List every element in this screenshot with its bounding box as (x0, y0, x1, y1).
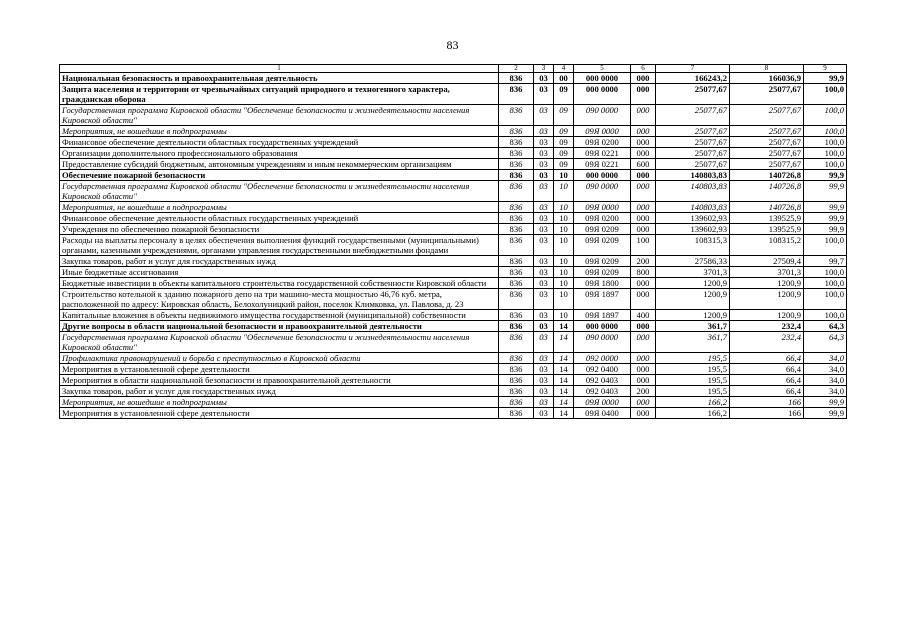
planned-amount-cell: 195,5 (656, 364, 730, 375)
planned-amount-cell: 1200,9 (656, 278, 730, 289)
column-number: 4 (554, 65, 574, 73)
expense-type-cell: 200 (631, 256, 656, 267)
row-name-cell: Организации дополнительного профессионального образования (60, 148, 499, 159)
executed-amount-cell: 27509,4 (730, 256, 804, 267)
ministry-code-cell: 836 (499, 84, 534, 105)
table-row (60, 364, 847, 375)
executed-amount-cell: 232,4 (730, 321, 804, 332)
ministry-code-cell: 836 (499, 213, 534, 224)
row-name-cell: Государственная программа Кировской области "Обеспечение безопасности и жизнедеятельности населения Кировской области" (60, 332, 499, 353)
execution-percent-cell: 34,0 (804, 353, 847, 364)
row-name-cell: Государственная программа Кировской области "Обеспечение безопасности и жизнедеятельности населения Кировской области" (60, 181, 499, 202)
executed-amount-cell: 140726,8 (730, 202, 804, 213)
section-code-cell: 03 (534, 353, 554, 364)
planned-amount-cell: 1200,9 (656, 310, 730, 321)
section-code-cell: 03 (534, 224, 554, 235)
table-row (60, 289, 847, 310)
target-article-cell: 000 0000 (574, 321, 631, 332)
column-number: 8 (730, 65, 804, 73)
section-code-cell: 03 (534, 332, 554, 353)
executed-amount-cell: 140726,8 (730, 170, 804, 181)
ministry-code-cell: 836 (499, 126, 534, 137)
planned-amount-cell: 195,5 (656, 375, 730, 386)
section-code-cell: 03 (534, 170, 554, 181)
execution-percent-cell: 100,0 (804, 310, 847, 321)
table-row (60, 397, 847, 408)
target-article-cell: 09Я 0221 (574, 148, 631, 159)
target-article-cell: 09Я 0209 (574, 267, 631, 278)
section-code-cell: 03 (534, 213, 554, 224)
table-row (60, 73, 847, 84)
row-name-cell: Мероприятия в установленной сфере деятельности (60, 364, 499, 375)
subsection-code-cell: 10 (554, 235, 574, 256)
table-row (60, 202, 847, 213)
planned-amount-cell: 25077,67 (656, 137, 730, 148)
ministry-code-cell: 836 (499, 289, 534, 310)
executed-amount-cell: 66,4 (730, 375, 804, 386)
subsection-code-cell: 10 (554, 181, 574, 202)
section-code-cell: 03 (534, 181, 554, 202)
ministry-code-cell: 836 (499, 159, 534, 170)
target-article-cell: 092 0403 (574, 386, 631, 397)
target-article-cell: 09Я 0000 (574, 126, 631, 137)
subsection-code-cell: 10 (554, 170, 574, 181)
table-row (60, 386, 847, 397)
ministry-code-cell: 836 (499, 148, 534, 159)
column-number: 7 (656, 65, 730, 73)
expense-type-cell: 000 (631, 202, 656, 213)
subsection-code-cell: 10 (554, 310, 574, 321)
row-name-cell: Иные бюджетные ассигнования (60, 267, 499, 278)
executed-amount-cell: 139525,9 (730, 224, 804, 235)
ministry-code-cell: 836 (499, 224, 534, 235)
table-row (60, 256, 847, 267)
executed-amount-cell: 166036,9 (730, 73, 804, 84)
execution-percent-cell: 100,0 (804, 137, 847, 148)
section-code-cell: 03 (534, 278, 554, 289)
planned-amount-cell: 108315,3 (656, 235, 730, 256)
column-number: 9 (804, 65, 847, 73)
expense-type-cell: 000 (631, 353, 656, 364)
subsection-code-cell: 10 (554, 278, 574, 289)
execution-percent-cell: 64,3 (804, 321, 847, 332)
execution-percent-cell: 100,0 (804, 84, 847, 105)
target-article-cell: 09Я 0209 (574, 256, 631, 267)
execution-percent-cell: 34,0 (804, 386, 847, 397)
planned-amount-cell: 25077,67 (656, 84, 730, 105)
target-article-cell: 09Я 1897 (574, 289, 631, 310)
table-row (60, 159, 847, 170)
ministry-code-cell: 836 (499, 408, 534, 419)
target-article-cell: 09Я 0200 (574, 213, 631, 224)
subsection-code-cell: 10 (554, 202, 574, 213)
row-name-cell: Учреждения по обеспечению пожарной безопасности (60, 224, 499, 235)
ministry-code-cell: 836 (499, 375, 534, 386)
expense-type-cell: 200 (631, 386, 656, 397)
executed-amount-cell: 25077,67 (730, 126, 804, 137)
expense-type-cell: 600 (631, 159, 656, 170)
execution-percent-cell: 64,3 (804, 332, 847, 353)
execution-percent-cell: 99,9 (804, 224, 847, 235)
ministry-code-cell: 836 (499, 386, 534, 397)
subsection-code-cell: 10 (554, 267, 574, 278)
subsection-code-cell: 10 (554, 289, 574, 310)
planned-amount-cell: 3701,3 (656, 267, 730, 278)
row-name-cell: Бюджетные инвестиции в объекты капитального строительства государственной собственности Кировской области (60, 278, 499, 289)
row-name-cell: Финансовое обеспечение деятельности областных государственных учреждений (60, 213, 499, 224)
subsection-code-cell: 10 (554, 213, 574, 224)
executed-amount-cell: 25077,67 (730, 148, 804, 159)
execution-percent-cell: 34,0 (804, 375, 847, 386)
execution-percent-cell: 100,0 (804, 289, 847, 310)
ministry-code-cell: 836 (499, 235, 534, 256)
expense-type-cell: 800 (631, 267, 656, 278)
planned-amount-cell: 25077,67 (656, 126, 730, 137)
target-article-cell: 09Я 0209 (574, 224, 631, 235)
expense-type-cell: 000 (631, 105, 656, 126)
section-code-cell: 03 (534, 408, 554, 419)
expense-type-cell: 000 (631, 278, 656, 289)
expense-type-cell: 000 (631, 170, 656, 181)
column-number: 2 (499, 65, 534, 73)
executed-amount-cell: 1200,9 (730, 310, 804, 321)
planned-amount-cell: 140803,83 (656, 202, 730, 213)
row-name-cell: Мероприятия в установленной сфере деятельности (60, 408, 499, 419)
target-article-cell: 000 0000 (574, 84, 631, 105)
section-code-cell: 03 (534, 73, 554, 84)
expense-type-cell: 000 (631, 137, 656, 148)
executed-amount-cell: 66,4 (730, 353, 804, 364)
row-name-cell: Закупка товаров, работ и услуг для государственных нужд (60, 386, 499, 397)
section-code-cell: 03 (534, 364, 554, 375)
target-article-cell: 092 0000 (574, 353, 631, 364)
planned-amount-cell: 195,5 (656, 386, 730, 397)
execution-percent-cell: 99,9 (804, 181, 847, 202)
section-code-cell: 03 (534, 375, 554, 386)
target-article-cell: 09Я 0000 (574, 202, 631, 213)
subsection-code-cell: 09 (554, 137, 574, 148)
section-code-cell: 03 (534, 235, 554, 256)
table-row (60, 148, 847, 159)
table-row (60, 181, 847, 202)
expense-type-cell: 000 (631, 224, 656, 235)
expense-type-cell: 000 (631, 332, 656, 353)
subsection-code-cell: 09 (554, 105, 574, 126)
ministry-code-cell: 836 (499, 310, 534, 321)
row-name-cell: Капитальные вложения в объекты недвижимого имущества государственной (муниципальной) собственности (60, 310, 499, 321)
expense-type-cell: 000 (631, 181, 656, 202)
execution-percent-cell: 99,9 (804, 170, 847, 181)
executed-amount-cell: 66,4 (730, 386, 804, 397)
target-article-cell: 09Я 0400 (574, 408, 631, 419)
planned-amount-cell: 166243,2 (656, 73, 730, 84)
row-name-cell: Закупка товаров, работ и услуг для государственных нужд (60, 256, 499, 267)
table-row (60, 224, 847, 235)
table-row (60, 408, 847, 419)
ministry-code-cell: 836 (499, 364, 534, 375)
row-name-cell: Другие вопросы в области национальной безопасности и правоохранительной деятельности (60, 321, 499, 332)
row-name-cell: Национальная безопасность и правоохранительная деятельность (60, 73, 499, 84)
planned-amount-cell: 25077,67 (656, 159, 730, 170)
ministry-code-cell: 836 (499, 332, 534, 353)
planned-amount-cell: 1200,9 (656, 289, 730, 310)
execution-percent-cell: 34,0 (804, 364, 847, 375)
target-article-cell: 090 0000 (574, 105, 631, 126)
section-code-cell: 03 (534, 256, 554, 267)
target-article-cell: 09Я 1800 (574, 278, 631, 289)
expense-type-cell: 000 (631, 289, 656, 310)
ministry-code-cell: 836 (499, 353, 534, 364)
table-row (60, 321, 847, 332)
execution-percent-cell: 100,0 (804, 267, 847, 278)
planned-amount-cell: 25077,67 (656, 105, 730, 126)
execution-percent-cell: 99,9 (804, 397, 847, 408)
table-row (60, 332, 847, 353)
subsection-code-cell: 14 (554, 353, 574, 364)
executed-amount-cell: 25077,67 (730, 137, 804, 148)
ministry-code-cell: 836 (499, 267, 534, 278)
expense-type-cell: 000 (631, 321, 656, 332)
subsection-code-cell: 14 (554, 397, 574, 408)
expense-type-cell: 000 (631, 213, 656, 224)
table-row (60, 126, 847, 137)
executed-amount-cell: 66,4 (730, 364, 804, 375)
row-name-cell: Защита населения и территории от чрезвычайных ситуаций природного и техногенного характера, гражданская оборона (60, 84, 499, 105)
subsection-code-cell: 14 (554, 321, 574, 332)
budget-table (59, 64, 847, 419)
target-article-cell: 000 0000 (574, 73, 631, 84)
executed-amount-cell: 140726,8 (730, 181, 804, 202)
table-row (60, 137, 847, 148)
row-name-cell: Обеспечение пожарной безопасности (60, 170, 499, 181)
table-row (60, 310, 847, 321)
column-number: 1 (60, 65, 499, 73)
ministry-code-cell: 836 (499, 170, 534, 181)
table-row (60, 278, 847, 289)
expense-type-cell: 000 (631, 84, 656, 105)
target-article-cell: 09Я 0221 (574, 159, 631, 170)
ministry-code-cell: 836 (499, 137, 534, 148)
row-name-cell: Мероприятия в области национальной безопасности и правоохранительной деятельности (60, 375, 499, 386)
subsection-code-cell: 09 (554, 159, 574, 170)
section-code-cell: 03 (534, 159, 554, 170)
target-article-cell: 090 0000 (574, 332, 631, 353)
planned-amount-cell: 140803,83 (656, 170, 730, 181)
subsection-code-cell: 14 (554, 364, 574, 375)
planned-amount-cell: 27586,33 (656, 256, 730, 267)
expense-type-cell: 400 (631, 310, 656, 321)
ministry-code-cell: 836 (499, 202, 534, 213)
execution-percent-cell: 100,0 (804, 105, 847, 126)
table-row (60, 353, 847, 364)
section-code-cell: 03 (534, 397, 554, 408)
executed-amount-cell: 25077,67 (730, 159, 804, 170)
table-row (60, 375, 847, 386)
section-code-cell: 03 (534, 137, 554, 148)
subsection-code-cell: 14 (554, 408, 574, 419)
table-row (60, 267, 847, 278)
expense-type-cell: 000 (631, 73, 656, 84)
executed-amount-cell: 139525,9 (730, 213, 804, 224)
subsection-code-cell: 14 (554, 386, 574, 397)
page-number: 83 (446, 38, 459, 52)
planned-amount-cell: 195,5 (656, 353, 730, 364)
section-code-cell: 03 (534, 105, 554, 126)
column-number: 6 (631, 65, 656, 73)
section-code-cell: 03 (534, 202, 554, 213)
subsection-code-cell: 00 (554, 73, 574, 84)
subsection-code-cell: 10 (554, 224, 574, 235)
expense-type-cell: 000 (631, 375, 656, 386)
row-name-cell: Расходы на выплаты персоналу в целях обеспечения выполнения функций государственными (муниципальными) органами, казенными учреждениями, органами управления государственными внебюджетными фондами (60, 235, 499, 256)
execution-percent-cell: 100,0 (804, 126, 847, 137)
expense-type-cell: 000 (631, 397, 656, 408)
section-code-cell: 03 (534, 289, 554, 310)
expense-type-cell: 000 (631, 408, 656, 419)
target-article-cell: 090 0000 (574, 181, 631, 202)
subsection-code-cell: 09 (554, 84, 574, 105)
ministry-code-cell: 836 (499, 73, 534, 84)
subsection-code-cell: 14 (554, 375, 574, 386)
planned-amount-cell: 139602,93 (656, 224, 730, 235)
ministry-code-cell: 836 (499, 105, 534, 126)
execution-percent-cell: 99,7 (804, 256, 847, 267)
row-name-cell: Мероприятия, не вошедшие в подпрограммы (60, 397, 499, 408)
subsection-code-cell: 09 (554, 126, 574, 137)
ministry-code-cell: 836 (499, 256, 534, 267)
target-article-cell: 092 0403 (574, 375, 631, 386)
planned-amount-cell: 25077,67 (656, 148, 730, 159)
planned-amount-cell: 139602,93 (656, 213, 730, 224)
target-article-cell: 09Я 1897 (574, 310, 631, 321)
expense-type-cell: 000 (631, 126, 656, 137)
executed-amount-cell: 166 (730, 408, 804, 419)
planned-amount-cell: 166,2 (656, 408, 730, 419)
executed-amount-cell: 25077,67 (730, 105, 804, 126)
section-code-cell: 03 (534, 386, 554, 397)
target-article-cell: 09Я 0200 (574, 137, 631, 148)
row-name-cell: Строительство котельной к зданию пожарного депо на три машино-места мощностью 46,76 куб. метра, расположенной по адресу: Кировская область, Белохолуницкий район, поселок Климковка, ул. Павлова, д. 23 (60, 289, 499, 310)
executed-amount-cell: 25077,67 (730, 84, 804, 105)
execution-percent-cell: 100,0 (804, 235, 847, 256)
execution-percent-cell: 100,0 (804, 148, 847, 159)
ministry-code-cell: 836 (499, 181, 534, 202)
planned-amount-cell: 166,2 (656, 397, 730, 408)
executed-amount-cell: 232,4 (730, 332, 804, 353)
execution-percent-cell: 99,9 (804, 73, 847, 84)
target-article-cell: 000 0000 (574, 170, 631, 181)
expense-type-cell: 000 (631, 364, 656, 375)
table-row (60, 235, 847, 256)
target-article-cell: 09Я 0000 (574, 397, 631, 408)
section-code-cell: 03 (534, 126, 554, 137)
target-article-cell: 09Я 0209 (574, 235, 631, 256)
planned-amount-cell: 361,7 (656, 321, 730, 332)
row-name-cell: Мероприятия, не вошедшие в подпрограммы (60, 202, 499, 213)
row-name-cell: Государственная программа Кировской области "Обеспечение безопасности и жизнедеятельности населения Кировской области" (60, 105, 499, 126)
execution-percent-cell: 99,9 (804, 408, 847, 419)
planned-amount-cell: 361,7 (656, 332, 730, 353)
execution-percent-cell: 99,9 (804, 202, 847, 213)
execution-percent-cell: 100,0 (804, 159, 847, 170)
column-number: 5 (574, 65, 631, 73)
table-row (60, 170, 847, 181)
section-code-cell: 03 (534, 84, 554, 105)
executed-amount-cell: 3701,3 (730, 267, 804, 278)
row-name-cell: Финансовое обеспечение деятельности областных государственных учреждений (60, 137, 499, 148)
execution-percent-cell: 99,9 (804, 213, 847, 224)
executed-amount-cell: 108315,2 (730, 235, 804, 256)
column-number-row (60, 65, 847, 73)
subsection-code-cell: 10 (554, 256, 574, 267)
row-name-cell: Предоставление субсидий бюджетным, автономным учреждениям и иным некоммерческим организациям (60, 159, 499, 170)
executed-amount-cell: 1200,9 (730, 289, 804, 310)
ministry-code-cell: 836 (499, 397, 534, 408)
target-article-cell: 092 0400 (574, 364, 631, 375)
executed-amount-cell: 166 (730, 397, 804, 408)
ministry-code-cell: 836 (499, 278, 534, 289)
expense-type-cell: 000 (631, 148, 656, 159)
table-row (60, 105, 847, 126)
subsection-code-cell: 14 (554, 332, 574, 353)
row-name-cell: Профилактика правонарушений и борьба с преступностью в Кировской области (60, 353, 499, 364)
table-row (60, 84, 847, 105)
subsection-code-cell: 09 (554, 148, 574, 159)
planned-amount-cell: 140803,83 (656, 181, 730, 202)
expense-type-cell: 100 (631, 235, 656, 256)
section-code-cell: 03 (534, 310, 554, 321)
row-name-cell: Мероприятия, не вошедшие в подпрограммы (60, 126, 499, 137)
ministry-code-cell: 836 (499, 321, 534, 332)
table-row (60, 213, 847, 224)
section-code-cell: 03 (534, 321, 554, 332)
section-code-cell: 03 (534, 267, 554, 278)
execution-percent-cell: 100,0 (804, 278, 847, 289)
executed-amount-cell: 1200,9 (730, 278, 804, 289)
section-code-cell: 03 (534, 148, 554, 159)
column-number: 3 (534, 65, 554, 73)
